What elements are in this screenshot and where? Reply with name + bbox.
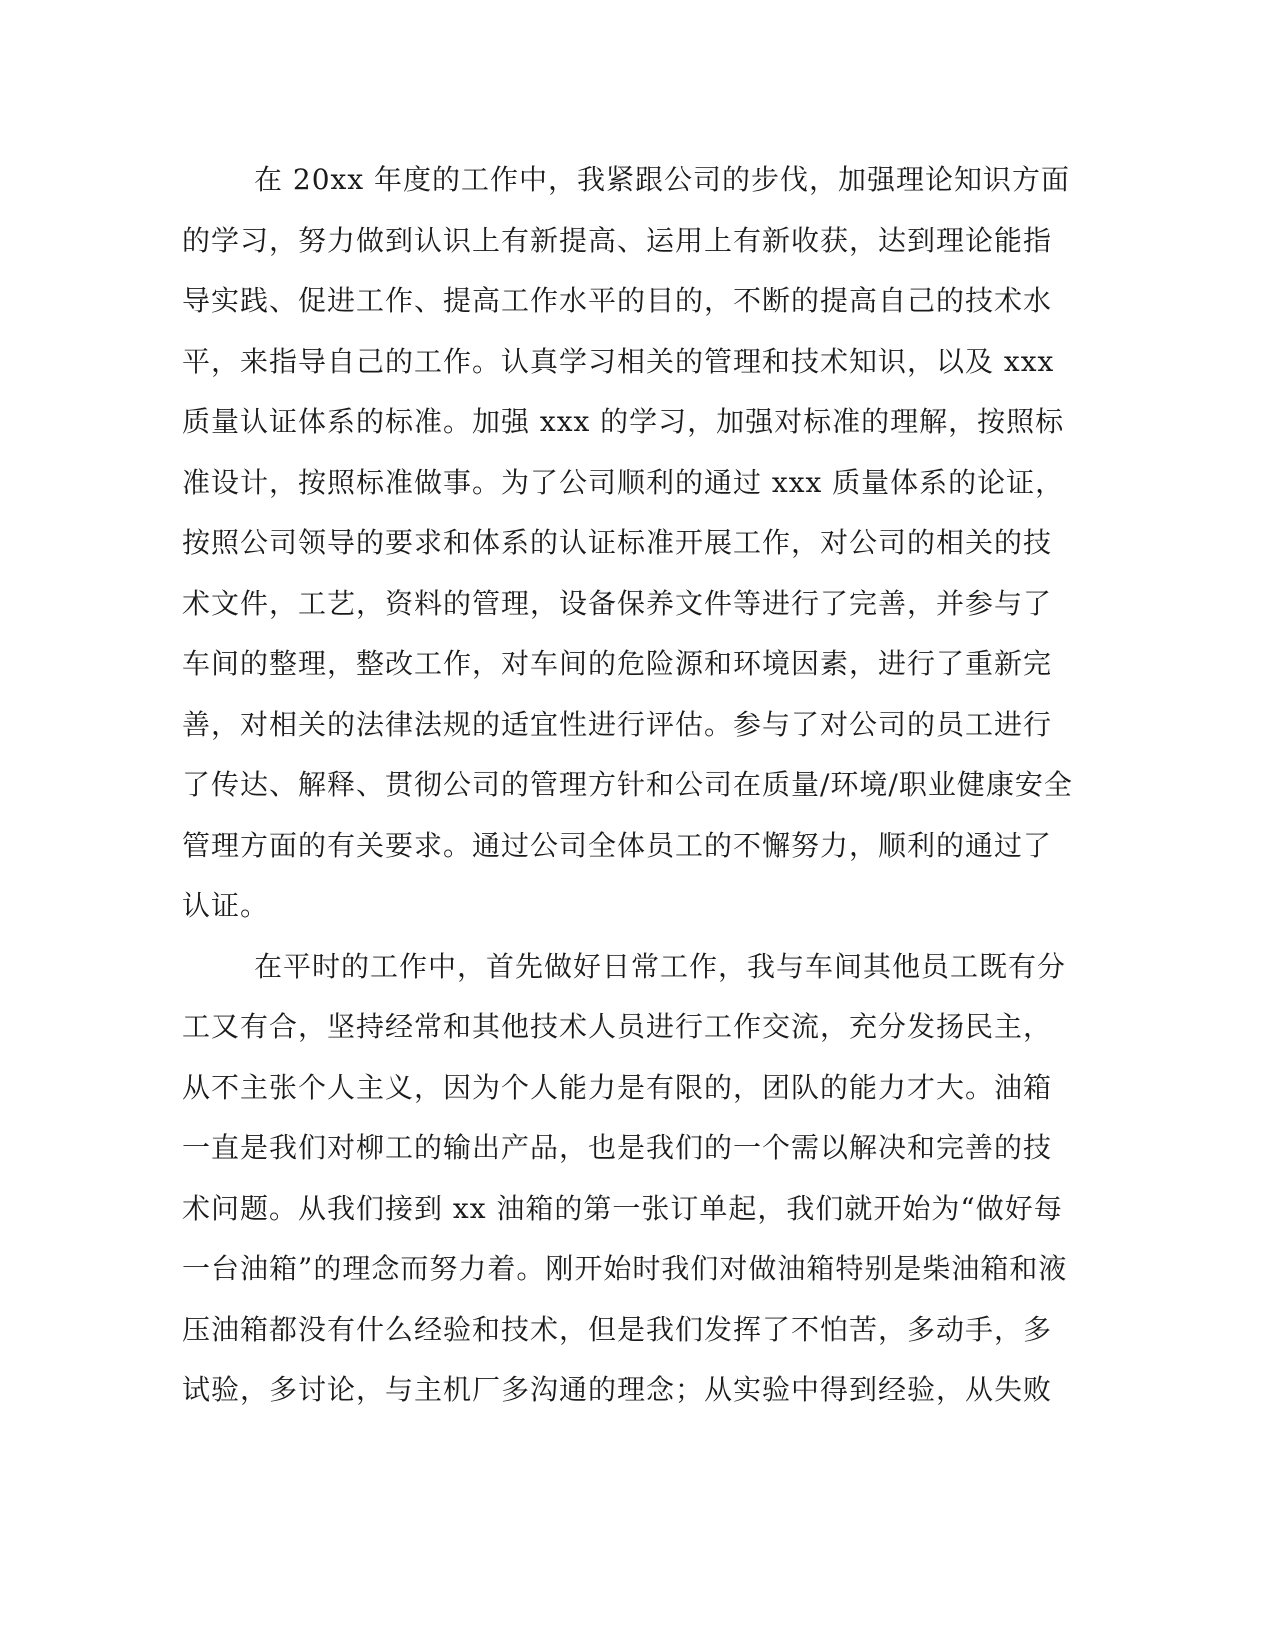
- paragraph-1-line-7: 按照公司领导的要求和体系的认证标准开展工作，对公司的相关的技: [182, 526, 1053, 559]
- paragraph-2-line-5: 术问题。从我们接到 xx 油箱的第一张订单起，我们就开始为“做好每: [182, 1191, 1063, 1225]
- paragraph-2-line-6: 一台油箱”的理念而努力着。刚开始时我们对做油箱特别是柴油箱和液: [182, 1252, 1068, 1285]
- paragraph-2-line-4: 一直是我们对柳工的输出产品，也是我们的一个需以解决和完善的技: [182, 1131, 1053, 1164]
- paragraph-2-line-3: 从不主张个人主义，因为个人能力是有限的，团队的能力才大。油箱: [182, 1070, 1053, 1104]
- paragraph-1-line-3: 导实践、促进工作、提高工作水平的目的，不断的提高自己的技术水: [182, 284, 1053, 317]
- paragraph-1-line-2: 的学习，努力做到认识上有新提高、运用上有新收获，达到理论能指: [182, 223, 1053, 257]
- paragraph-1-line-11: 了传达、解释、贯彻公司的管理方针和公司在质量/环境/职业健康安全: [182, 768, 1073, 801]
- paragraph-1-line-6: 准设计，按照标准做事。为了公司顺利的通过 xxx 质量体系的论证，: [182, 465, 1065, 499]
- paragraph-2-line-8: 试验，多讨论，与主机厂多沟通的理念；从实验中得到经验，从失败: [182, 1373, 1053, 1406]
- paragraph-1-line-13: 认证。: [182, 889, 270, 922]
- paragraph-1-line-5: 质量认证体系的标准。加强 xxx 的学习，加强对标准的理解，按照标: [182, 405, 1065, 438]
- paragraph-1-line-10: 善，对相关的法律法规的适宜性进行评估。参与了对公司的员工进行: [182, 707, 1053, 741]
- document-body: [182, 150, 1073, 1421]
- paragraph-1-line-9: 车间的整理，整改工作，对车间的危险源和环境因素，进行了重新完: [182, 647, 1053, 680]
- paragraph-2-line-7: 压油箱都没有什么经验和技术，但是我们发挥了不怕苦，多动手，多: [182, 1312, 1053, 1346]
- paragraph-1-line-4: 平，来指导自己的工作。认真学习相关的管理和技术知识，以及 xxx: [182, 344, 1055, 378]
- paragraph-2-line-2: 工又有合，坚持经常和其他技术人员进行工作交流，充分发扬民主，: [182, 1010, 1053, 1043]
- paragraph-1-line-8: 术文件，工艺，资料的管理，设备保养文件等进行了完善，并参与了: [182, 586, 1053, 620]
- paragraph-1-line-12: 管理方面的有关要求。通过公司全体员工的不懈努力，顺利的通过了: [182, 828, 1053, 862]
- paragraph-2-line-1: 在平时的工作中，首先做好日常工作，我与车间其他员工既有分: [254, 949, 1067, 983]
- paragraph-1-line-1: 在 20xx 年度的工作中，我紧跟公司的步伐，加强理论知识方面: [254, 163, 1071, 196]
